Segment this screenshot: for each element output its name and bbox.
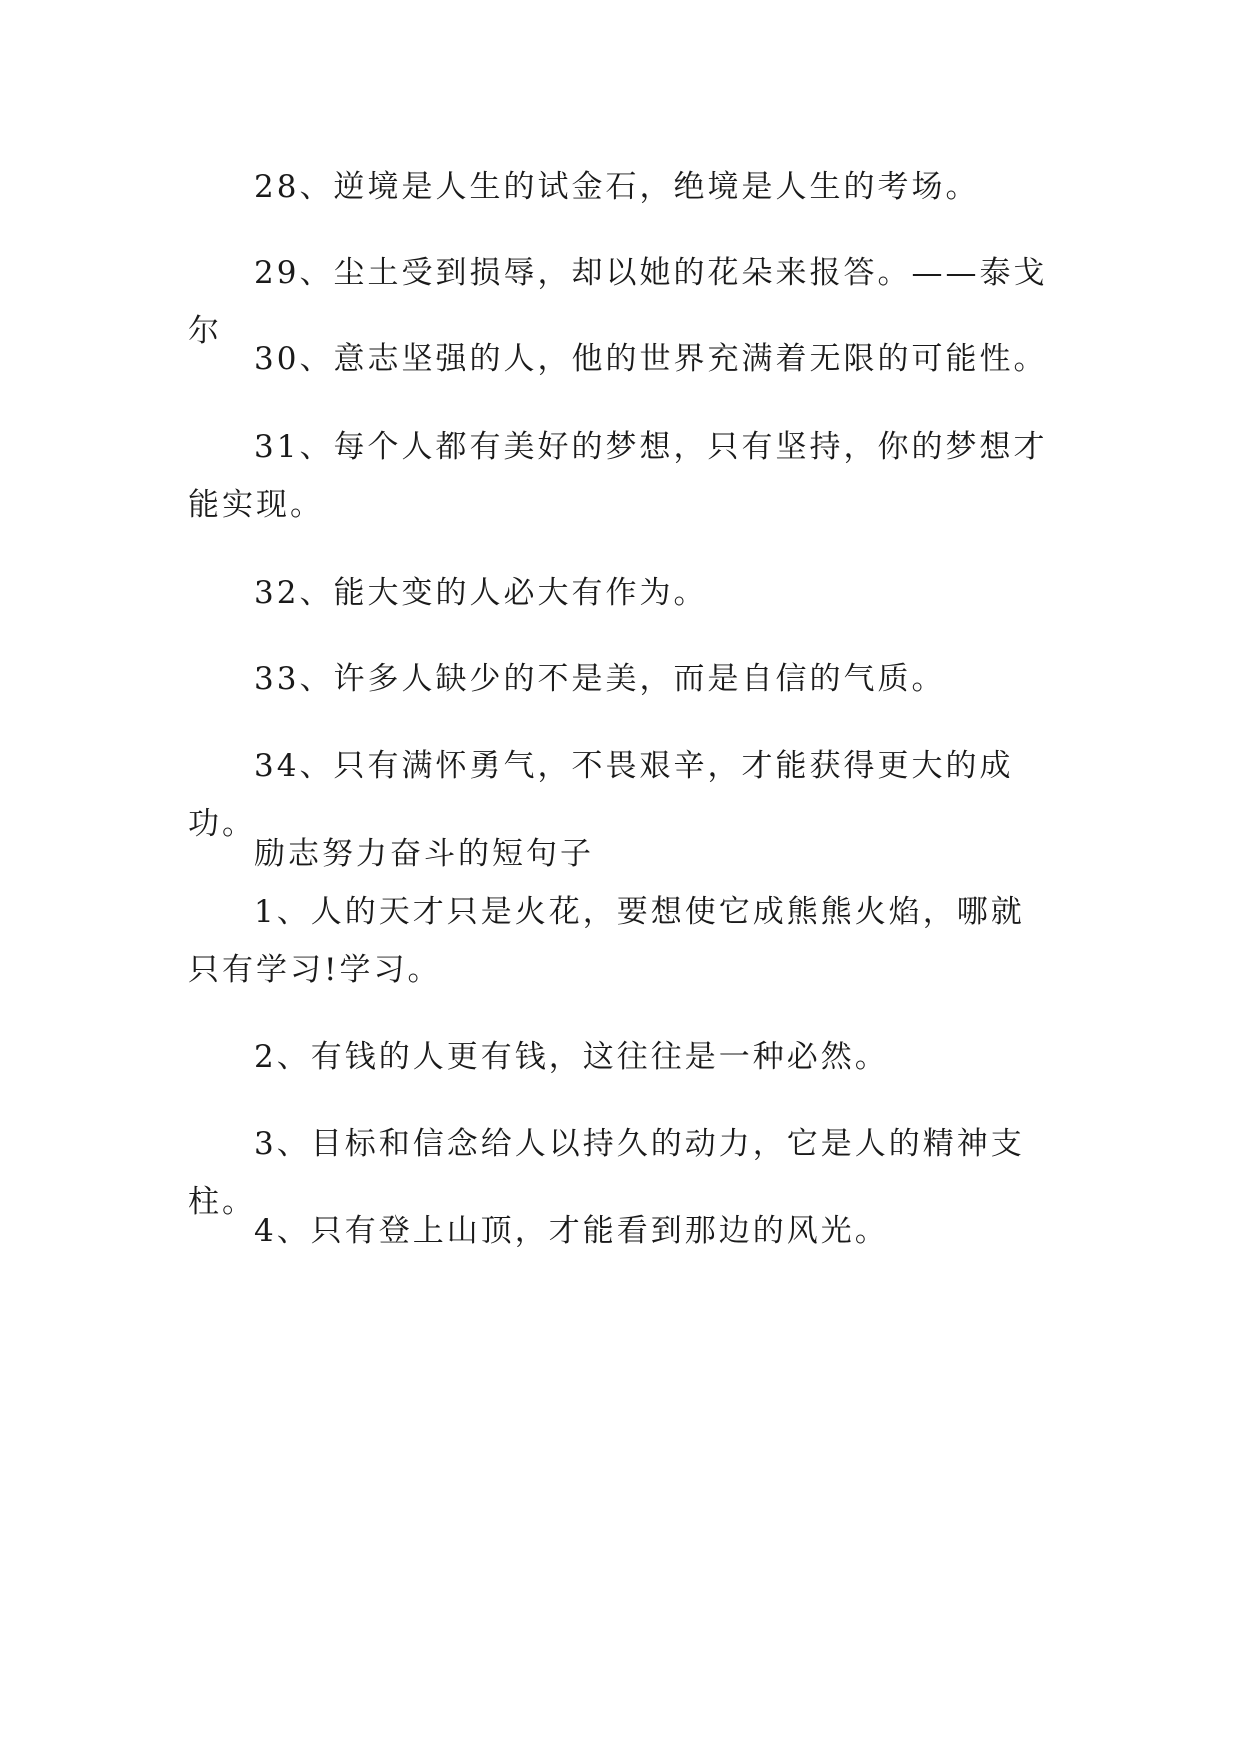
- paragraph-31: 31、每个人都有美好的梦想，只有坚持，你的梦想才能实现。: [188, 429, 1048, 523]
- paragraph-33: 33、许多人缺少的不是美，而是自信的气质。: [254, 661, 946, 697]
- paragraph-1: 1、人的天才只是火花，要想使它成熊熊火焰，哪就只有学习!学习。: [188, 894, 1025, 988]
- paragraph-34: 34、只有满怀勇气，不畏艰辛，才能获得更大的成功。: [188, 748, 1014, 842]
- paragraph-29: 29、尘土受到损辱，却以她的花朵来报答。——泰戈尔: [188, 255, 1048, 349]
- paragraph-30: 30、意志坚强的人，他的世界充满着无限的可能性。: [254, 341, 1048, 377]
- paragraph-2: 2、有钱的人更有钱，这往往是一种必然。: [254, 1039, 889, 1075]
- paragraph-4: 4、只有登上山顶，才能看到那边的风光。: [254, 1213, 889, 1249]
- paragraph-32: 32、能大变的人必大有作为。: [254, 575, 708, 611]
- paragraph-3: 3、目标和信念给人以持久的动力，它是人的精神支柱。: [188, 1126, 1025, 1220]
- paragraph-28: 28、逆境是人生的试金石，绝境是人生的考场。: [254, 169, 980, 205]
- section-heading: 励志努力奋斗的短句子: [254, 836, 594, 872]
